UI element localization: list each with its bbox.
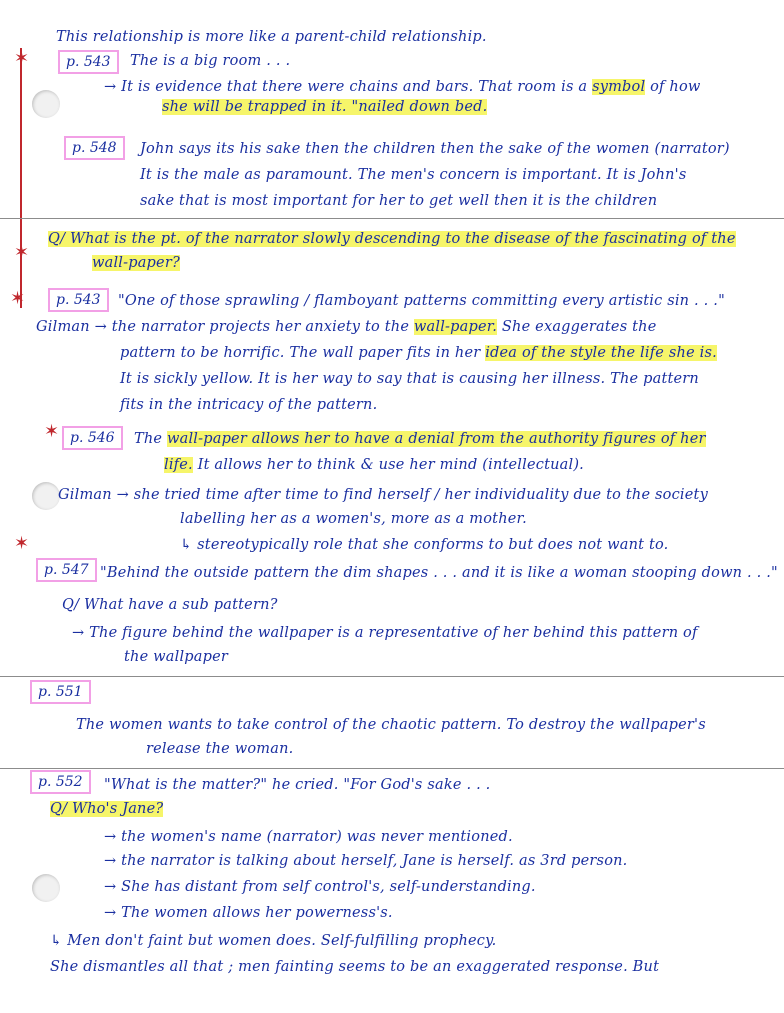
- highlighted-text: life.: [164, 457, 193, 473]
- separator-line: [0, 218, 784, 219]
- highlighted-text: symbol: [592, 79, 646, 95]
- note-line: Gilman → the narrator projects her anxiety to the wall-paper. She exaggerates the: [36, 319, 657, 335]
- note-line: [48, 230, 736, 248]
- note-line: [50, 800, 163, 818]
- star-icon: ✶: [14, 48, 30, 69]
- note-line: labelling her as a women's, more as a mother.: [180, 511, 527, 527]
- star-icon: ✶: [14, 242, 30, 263]
- highlighted-text: idea of the style the life she is.: [485, 345, 717, 361]
- note-line: [92, 254, 180, 272]
- note-line: John says its his sake then the children then the sake of the women (narrator): [140, 141, 730, 157]
- page-reference-tag: p. 546: [62, 426, 123, 450]
- note-line: → The figure behind the wallpaper is a representative of her behind this pattern of: [72, 625, 698, 641]
- note-line: → It is evidence that there were chains and bars. That room is a symbol of how: [104, 79, 701, 95]
- note-line: It is sickly yellow. It is her way to say that is causing her illness. The pattern: [120, 371, 699, 387]
- note-line: fits in the intricacy of the pattern.: [120, 397, 378, 413]
- highlighted-text: Q/ What is the pt. of the narrator slowly descending to the disease of the fascinating of the: [48, 231, 736, 247]
- binder-hole-middle: [32, 482, 60, 510]
- margin-bracket-line: [20, 48, 22, 308]
- note-line: ↳ Men don't faint but women does. Self-fulfilling prophecy.: [50, 933, 497, 949]
- highlighted-text: wall-paper allows her to have a denial from the authority figures of her: [167, 431, 706, 447]
- highlighted-text: wall-paper?: [92, 255, 180, 271]
- note-line: The wall-paper allows her to have a denial from the authority figures of her: [134, 431, 706, 447]
- note-line: life. It allows her to think & use her mind (intellectual).: [164, 457, 584, 473]
- note-line: "One of those sprawling / flamboyant patterns committing every artistic sin . . .": [118, 293, 725, 309]
- page-reference-tag: p. 552: [30, 770, 91, 794]
- note-line: sake that is most important for her to get well then it is the children: [140, 193, 658, 209]
- note-line: Gilman → she tried time after time to find herself / her individuality due to the society: [58, 487, 708, 503]
- note-line: "Behind the outside pattern the dim shapes . . . and it is like a woman stooping down . . .": [100, 565, 778, 581]
- highlighted-text: she will be trapped in it. "nailed down bed.: [162, 99, 488, 115]
- star-icon: ✶: [10, 288, 26, 309]
- note-line: This relationship is more like a parent-child relationship.: [56, 29, 487, 45]
- note-line: → The women allows her powerness's.: [104, 905, 393, 921]
- page-reference-tag: p. 543: [48, 288, 109, 312]
- separator-line: [0, 768, 784, 769]
- note-line: [162, 98, 487, 116]
- note-line: release the woman.: [146, 741, 294, 757]
- star-icon: ✶: [14, 533, 30, 554]
- binder-hole-bottom: [32, 874, 60, 902]
- note-line: Q/ What have a sub pattern?: [62, 597, 278, 613]
- highlighted-text: wall-paper.: [413, 319, 498, 335]
- note-line: She dismantles all that ; men fainting seems to be an exaggerated response. But: [50, 959, 660, 975]
- note-line: The is a big room . . .: [130, 53, 291, 69]
- note-line: → the narrator is talking about herself, Jane is herself. as 3rd person.: [104, 853, 628, 869]
- binder-hole-top: [32, 90, 60, 118]
- star-icon: ✶: [44, 421, 60, 442]
- note-line: the wallpaper: [124, 649, 229, 665]
- separator-line: [0, 676, 784, 677]
- page-reference-tag: p. 548: [64, 136, 125, 160]
- page-reference-tag: p. 547: [36, 558, 97, 582]
- note-line: → She has distant from self control's, self-understanding.: [104, 879, 536, 895]
- note-line: pattern to be horrific. The wall paper fits in her idea of the style the life she is.: [120, 345, 717, 361]
- note-line: ↳ stereotypically role that she conforms to but does not want to.: [180, 537, 669, 553]
- note-line: It is the male as paramount. The men's concern is important. It is John's: [140, 167, 687, 183]
- note-line: → the women's name (narrator) was never mentioned.: [104, 829, 513, 845]
- note-line: "What is the matter?" he cried. "For God's sake . . .: [104, 777, 491, 793]
- note-line: The women wants to take control of the chaotic pattern. To destroy the wallpaper's: [76, 717, 706, 733]
- highlighted-text: Q/ Who's Jane?: [50, 801, 164, 817]
- page-reference-tag: p. 543: [58, 50, 119, 74]
- page-reference-tag: p. 551: [30, 680, 91, 704]
